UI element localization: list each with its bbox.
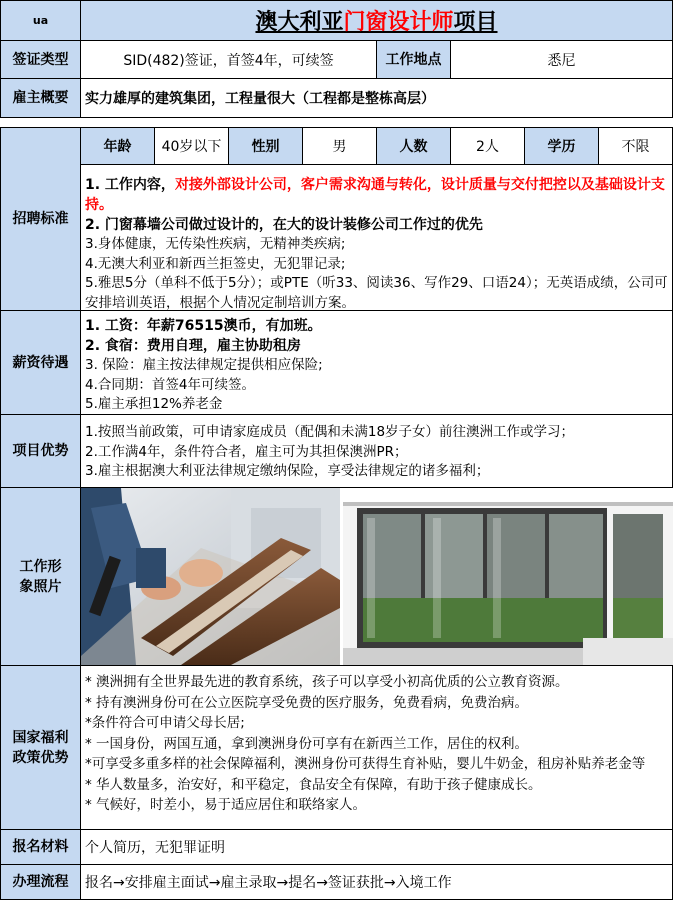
age-value: 40岁以下 [155, 128, 229, 165]
salary-item-2: 2. 食宿：费用自理，雇主协助租房 [85, 337, 301, 354]
requirements-text [81, 165, 673, 311]
materials-label: 报名材料 [1, 830, 81, 865]
visa-value: SID(482)签证，首签4年，可续签 [81, 41, 377, 79]
employer-label: 雇主概要 [1, 79, 81, 118]
location-value: 悉尼 [451, 41, 673, 79]
welfare-item-1: * 澳洲拥有全世界最先进的教育系统，孩子可以享受小初高优质的公立教育资源。 [85, 674, 569, 690]
employer-value: 实力雄厚的建筑集团，工程量很大（工程都是整栋高层） [81, 79, 673, 118]
gender-value: 男 [303, 128, 377, 165]
salary-label: 薪资待遇 [1, 311, 81, 415]
advantage-item-3: 3.雇主根据澳大利亚法律规定缴纳保险，享受法律规定的诸多福利； [85, 463, 490, 479]
welfare-item-4: * 一国身份，两国互通，拿到澳洲身份可享有在新西兰工作，居住的权利。 [85, 735, 529, 752]
req-item-3: 3.身体健康，无传染性疾病，无精神类疾病; [85, 236, 346, 252]
education-value: 不限 [599, 128, 673, 165]
advantage-item-2: 2.工作满4年，条件符合者，雇主可为其担保澳洲PR； [85, 443, 408, 460]
req-item-4: 4.无澳大利亚和新西兰拒签史，无犯罪记录; [85, 255, 346, 272]
welfare-item-5: *可享受多重多样的社会保障福利，澳洲身份可获得生育补贴，婴儿牛奶金，租房补贴养老金等 [85, 756, 646, 772]
welfare-item-3: *条件符合可申请父母长居; [85, 715, 245, 731]
title-suffix: 项目 [453, 9, 498, 35]
title-text [255, 5, 497, 36]
title-highlight: 门窗设计师 [343, 9, 454, 35]
req-item-1-highlight: 对接外部设计公司，客户需求沟通与转化，设计质量与交付把控以及基础设计支持。 [85, 177, 665, 213]
location-label: 工作地点 [377, 41, 451, 79]
salary-item-3: 3. 保险：雇主按法律规定提供相应保险; [85, 357, 323, 373]
advantage-item-1: 1.按照当前政策，可申请家庭成员（配偶和未满18岁子女）前往澳洲工作或学习； [85, 424, 575, 440]
education-label: 学历 [525, 128, 599, 165]
req-item-2: 2. 门窗幕墙公司做过设计的，在大的设计装修公司工作过的优先 [85, 217, 483, 233]
advantages-label: 项目优势 [1, 415, 81, 488]
sliding-glass-doors-photo [343, 488, 673, 665]
salary-text [81, 311, 673, 415]
worker-window-frame-photo [81, 488, 340, 665]
req-item-1 [85, 175, 668, 215]
logo-cell [1, 1, 81, 41]
worker-photo-graphic [81, 488, 340, 665]
count-label: 人数 [377, 128, 451, 165]
salary-item-4: 4.合同期：首签4年可续签。 [85, 376, 255, 393]
welfare-item-6: * 华人数量多，治安好，和平稳定，食品安全有保障，有助于孩子健康成长。 [85, 776, 542, 793]
welfare-text [81, 666, 673, 830]
process-value: 报名→安排雇主面试→雇主录取→提名→签证获批→入境工作 [81, 865, 673, 900]
materials-value: 个人简历，无犯罪证明 [81, 830, 673, 865]
salary-item-1: 1. 工资：年薪76515澳币，有加班。 [85, 318, 322, 334]
glass-doors-graphic [343, 488, 673, 665]
req-item-5: 5.雅思5分（单科不低于5分）；或PTE（听33、阅读36、写作29、口语24）；无英语成绩，公司可安排培训英语，根据个人情况定制培训方案。 [85, 275, 668, 311]
gender-label: 性别 [229, 128, 303, 165]
logo-text: ua [32, 14, 49, 27]
title-prefix: 澳大利亚 [255, 9, 344, 35]
welfare-item-7: * 气候好，时差小，易于适应居住和联络家人。 [85, 797, 367, 813]
visa-label: 签证类型 [1, 41, 81, 79]
advantages-text [81, 415, 673, 488]
count-value: 2人 [451, 128, 525, 165]
salary-item-5: 5.雇主承担12%养老金 [85, 396, 223, 412]
welfare-item-2: * 持有澳洲身份可在公立医院享受免费的医疗服务，免费看病，免费治病。 [85, 694, 529, 711]
welfare-label: 国家福利政策优势 [1, 666, 81, 830]
age-label: 年龄 [81, 128, 155, 165]
req-item-1-prefix: 1. 工作内容， [85, 177, 175, 193]
photos-label: 工作形象照片 [1, 488, 81, 666]
process-label: 办理流程 [1, 865, 81, 900]
requirements-label: 招聘标准 [1, 128, 81, 311]
page-title [81, 1, 673, 41]
